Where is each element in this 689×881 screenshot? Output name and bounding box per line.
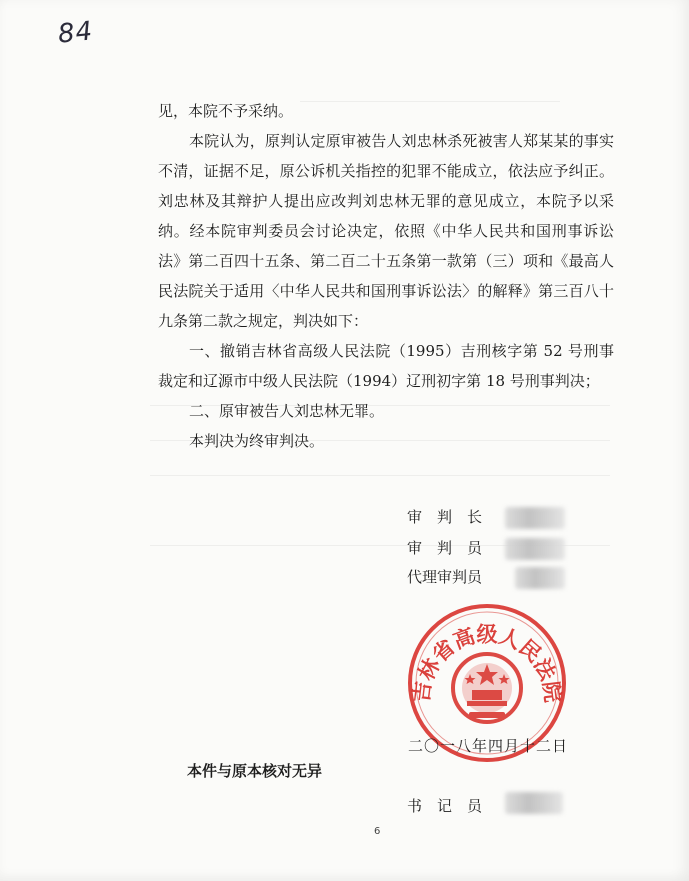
redacted-name: [505, 507, 565, 529]
redacted-name: [505, 538, 565, 560]
paragraph-court-opinion: 本院认为，原判认定原审被告人刘忠林杀死被害人郑某某的事实不清，证据不足，原公诉机关指控的犯罪不能成立，依法应予纠正。刘忠林及其辩护人提出应改判刘忠林无罪的意见成立，本院予以采纳。经本院审判委员会讨论决定，依照《中华人民共和国刑事诉讼法》第二百四十五条、第二百二十五条第一款第（三）项和《最高人民法院关于适用〈中华人民共和国刑事诉讼法〉的解释》第三百八十九条第二款之规定，判决如下：: [158, 132, 614, 330]
page-number: 6: [374, 826, 381, 837]
judgment-body: [158, 96, 614, 456]
clerk-label: 书 记 员: [407, 797, 483, 815]
signature-clerk: [407, 795, 482, 816]
paragraph-ruling-item-1: 一、撤销吉林省高级人民法院（1995）吉刑核字第 52 号刑事裁定和辽源市中级人民法院（1994）辽刑初字第 18 号刑事判决；: [158, 342, 614, 390]
bleed-through-line: [150, 475, 610, 476]
judgment-date: 二〇一八年四月十二日: [408, 737, 569, 755]
presiding-judge-label: 审 判 长: [407, 508, 483, 526]
acting-judge-label: 代理审判员: [407, 568, 483, 586]
paragraph-final-judgment: 本判决为终审判决。: [189, 432, 325, 450]
handwritten-page-number: 84: [56, 16, 95, 50]
redacted-name: [505, 792, 563, 814]
signature-presiding-judge: [407, 506, 482, 527]
certification-statement: 本件与原本核对无异: [187, 762, 323, 780]
judge-label: 审 判 员: [407, 539, 483, 557]
seal-text: 吉林省高级人民法院: [408, 621, 566, 704]
signature-acting-judge: [407, 566, 482, 587]
national-emblem-icon: [453, 654, 521, 722]
paragraph-ruling-item-2: 二、原审被告人刘忠林无罪。: [189, 402, 385, 420]
redacted-name: [515, 567, 565, 589]
paragraph-continuation: 见，本院不予采纳。: [158, 102, 294, 120]
signature-judge: [407, 537, 482, 558]
